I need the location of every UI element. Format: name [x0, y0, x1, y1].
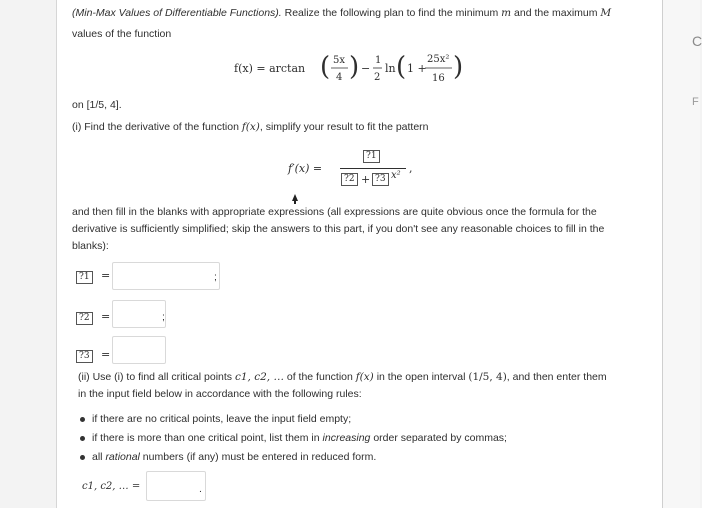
part1-prefix: (i) Find the derivative of the function [72, 121, 242, 133]
answer-2-equals: = [101, 310, 111, 323]
fill-line-3: blanks): [72, 240, 109, 252]
pattern-blank-2: ?2 [341, 173, 358, 186]
paren-close-1: ) [349, 52, 360, 82]
answer-2-semicolon: ; [162, 311, 165, 323]
derivative-lhs: f′(x) = [288, 162, 323, 175]
part2-mid: of the function [283, 371, 356, 383]
paren-open-1: ( [320, 52, 331, 82]
interval-text: on [1/5, 4]. [72, 99, 122, 111]
rule-2-italic: increasing [322, 432, 371, 444]
frac1-den: 4 [336, 72, 343, 83]
fill-line-1: and then fill in the blanks with appropriate expressions (all expressions are quite obvious once the formula for the [72, 206, 597, 218]
critical-points-label: c1, c2, … = [82, 481, 141, 492]
right-sidebar [663, 0, 700, 508]
answer-1-label: ?1 [76, 271, 93, 284]
side-letter-c: C [692, 33, 702, 49]
mouse-cursor-icon [292, 194, 298, 201]
fill-line-2: derivative is sufficiently simplified; skip the answers to this part, if you don't see any reasonable choices to fill in the [72, 223, 605, 235]
part1-fx: f(x) [241, 121, 260, 133]
answer-3-equals: = [101, 348, 111, 361]
part2-suffix: , and then enter them [506, 371, 607, 383]
pattern-plus: + [361, 173, 371, 186]
answer-3-row [76, 345, 110, 363]
answer-2-label: ?2 [76, 312, 93, 325]
rule-item-3 [78, 448, 507, 467]
critical-points-period: . [199, 483, 202, 495]
intro-title: (Min-Max Values of Differentiable Functions). [72, 7, 282, 19]
intro-text: Realize the following plan to find the minimum [281, 7, 502, 19]
part2-fx: f(x) [355, 371, 374, 383]
part2-instruction [78, 370, 607, 384]
var-m: m [501, 7, 512, 19]
rule-item-1: if there are no critical points, leave the input field empty; [78, 410, 507, 429]
part2-mid2: in the open interval [373, 371, 469, 383]
frac1-num: 5x [333, 55, 346, 66]
minus-sign: − [361, 62, 371, 75]
frac3-num: 25x² [427, 54, 450, 65]
paren-open-2: ( [396, 52, 407, 82]
part2-prefix: (ii) Use (i) to find all critical points [78, 371, 235, 383]
answer-1-row [76, 266, 110, 284]
answer-1-equals: = [101, 269, 111, 282]
frac2-den: 2 [374, 72, 381, 83]
answer-1-input[interactable] [112, 262, 220, 290]
answer-3-label: ?3 [76, 350, 93, 363]
answer-2-input[interactable] [112, 300, 166, 328]
rule-item-2 [78, 429, 507, 448]
intro-line-2: values of the function [72, 28, 172, 40]
intro-and-max: and the maximum [511, 7, 601, 19]
paren-close-2: ) [453, 52, 464, 82]
rule-2-post: order separated by commas; [370, 432, 507, 444]
pattern-x2: x² [391, 170, 401, 181]
critical-points-input[interactable] [146, 471, 206, 501]
rule-3-pre: all [92, 451, 106, 463]
var-M: M [600, 7, 612, 19]
answer-3-input[interactable] [112, 336, 166, 364]
pattern-blank-1: ?1 [363, 150, 380, 163]
rules-list [78, 410, 507, 467]
part1-suffix: , simplify your result to fit the pattern [259, 121, 429, 133]
rule-2-pre: if there is more than one critical point, list them in [92, 432, 323, 444]
side-letter-f: F [692, 96, 699, 108]
pattern-comma: , [409, 162, 413, 175]
one-plus: 1 + [407, 62, 427, 75]
part2-points: c1, c2, … [234, 371, 284, 383]
rule-3-post: numbers (if any) must be entered in reduced form. [139, 451, 377, 463]
function-formula [230, 44, 470, 90]
pattern-blank-3: ?3 [372, 173, 389, 186]
part2-interval: (1/5, 4) [468, 371, 507, 383]
frac2-num: 1 [375, 55, 382, 66]
frac3-den: 16 [432, 73, 445, 84]
part2-line-2: in the input field below in accordance with the following rules: [78, 388, 362, 400]
answer-2-row [76, 307, 110, 325]
intro-line [72, 6, 611, 20]
derivative-pattern [288, 146, 418, 194]
answer-1-semicolon: ; [214, 271, 217, 283]
ln-text: ln [385, 62, 396, 75]
part1-instruction [72, 120, 429, 134]
function-lhs: f(x) = arctan [234, 62, 306, 75]
pattern-fraction-bar [340, 168, 406, 169]
rule-3-italic: rational [105, 451, 140, 463]
